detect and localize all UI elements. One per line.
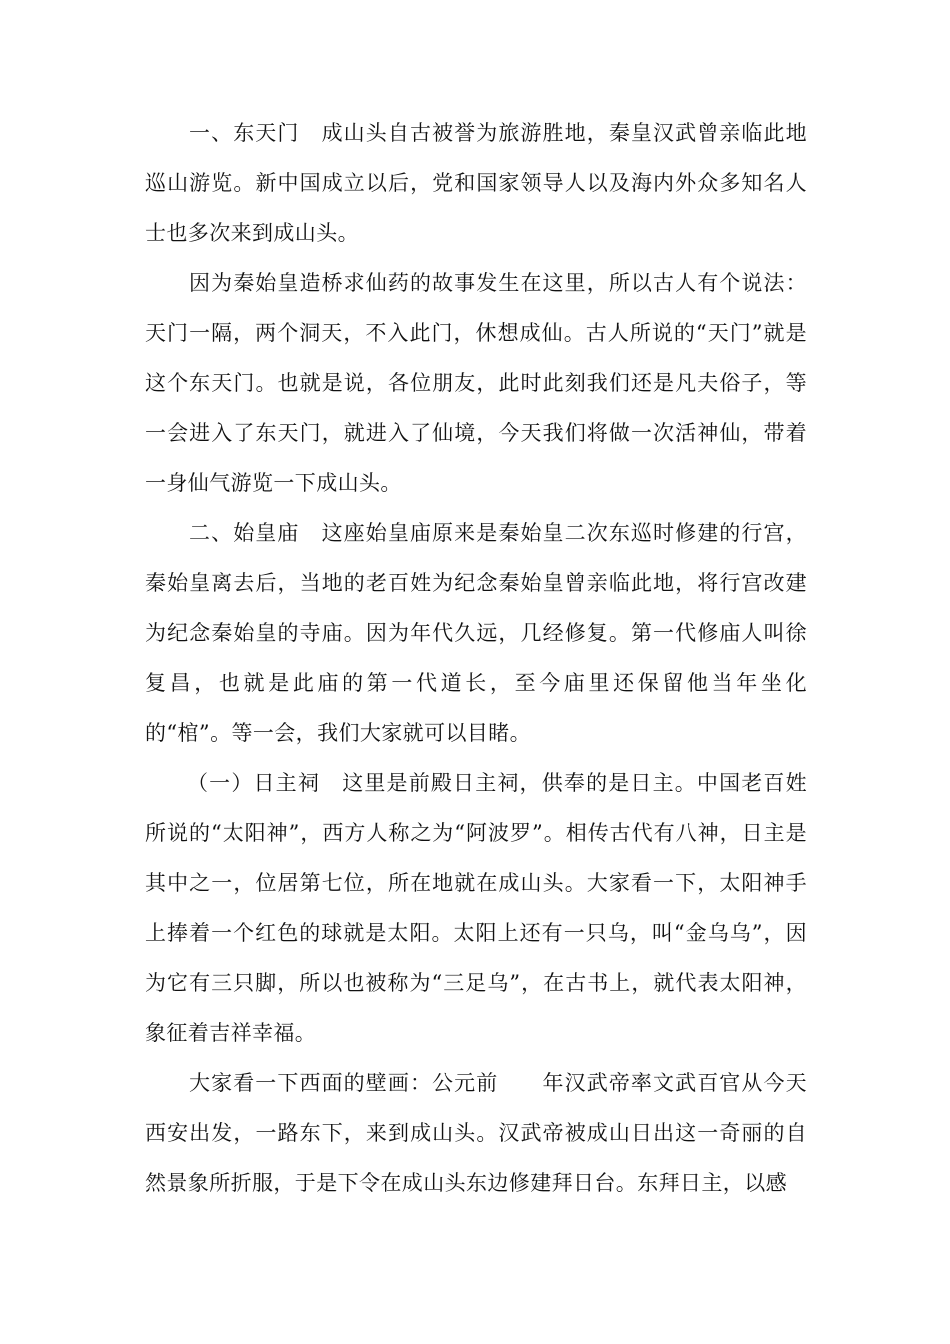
paragraph-heaven-gate-legend: 因为秦始皇造桥求仙药的故事发生在这里，所以古人有个说法：天门一隔，两个洞天，不入此门，休想成仙。古人所说的“天门”就是这个东天门。也就是说，各位朋友，此时此刻我们还是凡夫俗子，等一会进入了东天门，就进入了仙境，今天我们将做一次活神仙，带着一身仙气游览一下成山头。 (145, 271, 807, 495)
paragraph-west-mural: 大家看一下西面的壁画：公元前 年汉武帝率文武百官从今天西安出发，一路东下，来到成山头。汉武帝被成山日出这一奇丽的自然景象所折服，于是下令在成山头东边修建拜日台。东拜日主，以感 (145, 1071, 807, 1195)
paragraph-emperor-temple: 二、始皇庙 这座始皇庙原来是秦始皇二次东巡时修建的行宫，秦始皇离去后，当地的老百姓为纪念秦始皇曾亲临此地，将行宫改建为纪念秦始皇的寺庙。因为年代久远，几经修复。第一代修庙人叫徐复昌，也就是此庙的第一代道长，至今庙里还保留他当年坐化的“棺”。等一会，我们大家就可以目睹。 (145, 521, 807, 745)
document-body (145, 108, 807, 1208)
paragraph-sun-lord-shrine: （一）日主祠 这里是前殿日主祠，供奉的是日主。中国老百姓所说的“太阳神”，西方人称之为“阿波罗”。相传古代有八神，日主是其中之一，位居第七位，所在地就在成山头。大家看一下，太阳神手上捧着一个红色的球就是太阳。太阳上还有一只乌，叫“金乌乌”，因为它有三只脚，所以也被称为“三足乌”，在古书上，就代表太阳神，象征着吉祥幸福。 (145, 771, 807, 1045)
paragraph-east-gate: 一、东天门 成山头自古被誉为旅游胜地，秦皇汉武曾亲临此地巡山游览。新中国成立以后，党和国家领导人以及海内外众多知名人士也多次来到成山头。 (145, 121, 807, 245)
